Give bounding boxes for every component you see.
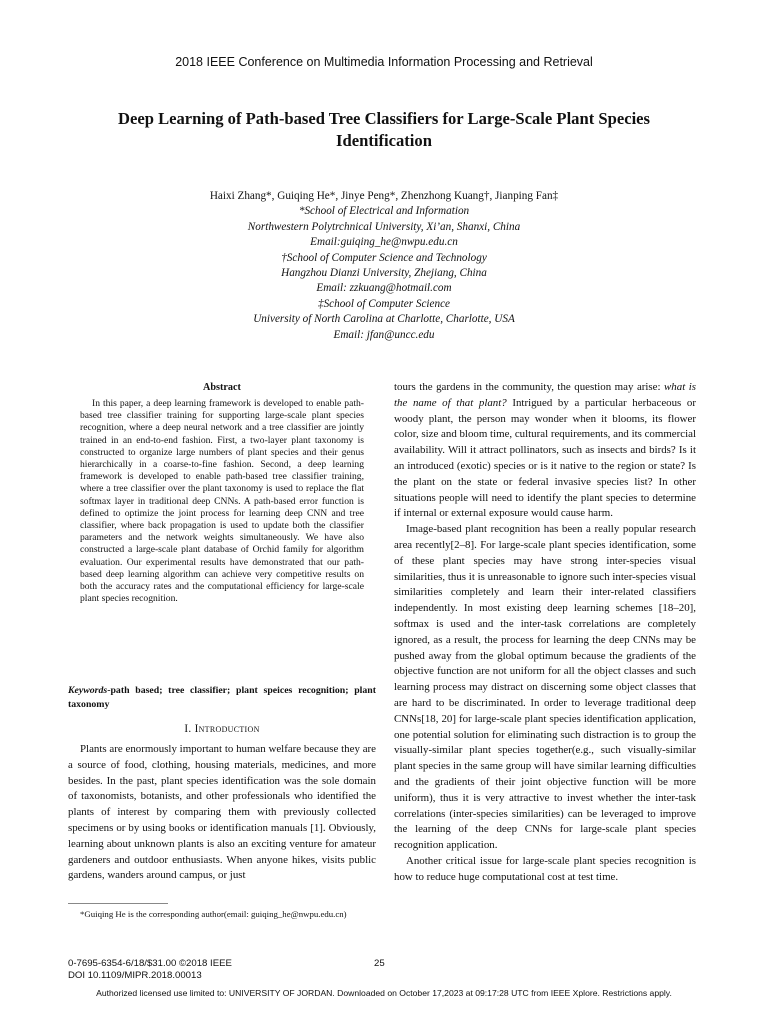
paper-title-line-1: Deep Learning of Path-based Tree Classifiers for Large-Scale Plant Species bbox=[117, 109, 650, 128]
footer-copyright bbox=[68, 958, 232, 981]
affiliation-1-school: *School of Electrical and Information bbox=[298, 205, 470, 218]
affiliation-1-university: Northwestern Polytrchnical University, Xi’an, Shanxi, China bbox=[247, 220, 521, 233]
author-names: Haixi Zhang*, Guiqing He*, Jinye Peng*, Zhenzhong Kuang†, Jianping Fan‡ bbox=[209, 190, 559, 202]
keywords-text: -path based; tree classifier; plant speices recognition; plant taxonomy bbox=[68, 685, 376, 710]
introduction-paragraph-1 bbox=[68, 742, 376, 884]
footer-doi[interactable]: DOI 10.1109/MIPR.2018.00013 bbox=[68, 969, 202, 981]
abstract-body bbox=[80, 398, 364, 605]
abstract-heading: Abstract bbox=[203, 382, 241, 393]
affiliation-2-email[interactable]: Email: zzkuang@hotmail.com bbox=[316, 282, 452, 295]
right-paragraph-1 bbox=[394, 380, 696, 522]
paper-title bbox=[95, 108, 673, 152]
author-block bbox=[0, 189, 768, 343]
footnote-rule bbox=[68, 903, 168, 904]
affiliation-3-school: ‡School of Computer Science bbox=[317, 297, 451, 310]
page-number: 25 bbox=[374, 958, 385, 969]
right-p1-question: what is the name of that plant? bbox=[394, 381, 697, 409]
section-heading-introduction bbox=[68, 723, 376, 735]
right-p1-rest: Intrigued by a particular herbaceous or woody plant, the person may wonder when it blooms, its flower color, size and bloom time, cultural requirements, and its commercial availability. Will it attract pollinators, such as insects and birds? Is it an introduced (exotic) species or is it native to the region or state? Is the plant on the state or federal invasive species list? In other situations people will need to identify the plant species to determine if internal or external exposure would cause harm. bbox=[394, 396, 696, 520]
keywords-label: Keywords bbox=[68, 685, 108, 696]
abstract-text: In this paper, a deep learning framework is developed to enable path-based tree classifier training for supporting large-scale plant species recognition, where a deep neural network and a tree classifier are jointly trained in an end-to-end fashion. First, a two-layer plant taxonomy is constructed to organize large numbers of plant species and their genus hierarchically in a coarse-to-fine fashion. Second, a deep learning framework is developed to enable path-based tree classifier training, where a tree classifier over the plant taxonomy is used to replace the flat softmax layer in traditional deep CNNs. A path-based error function is defined to optimize the joint process for learning deep CNN and tree classifier, where back propagation is used to update both the classifier parameters and the network weights simultaneously. We have also constructed a large-scale plant database of Orchid family for algorithm evaluation. Our experimental results have demonstrated that our path-based deep learning algorithm can achieve very competitive results on both the accuracy rates and the computational efficiency for large-scale plant species recognition. bbox=[80, 398, 364, 605]
section-title: Introduction bbox=[194, 723, 260, 735]
footnote-text: *Guiqing He is the corresponding author(email: guiqing_he@nwpu.edu.cn) bbox=[80, 909, 347, 919]
right-column bbox=[394, 380, 696, 886]
right-paragraph-2: Image-based plant recognition has been a really popular research area recently[2–8]. For large-scale plant species identification, some of these plant species may have strong inter-species visual similarities, thus it is unreasonable to ignore such inter-species visual similarities completely and learn their inter-related classifiers independently. In most existing deep learning schemes [18–20], softmax is used and the inter-task correlations are completely ignored, as a result, the process for learning the deep CNNs may be pushed away from the global optimum because the gradients of the objective function are not uniform for all the object classes and such learning process may distract on discerning some object classes that are hard to be discriminated. In order to leverage traditional deep CNNs[18, 20] for large-scale plant species identification application, one potential solution for eliminating such distraction is to group the visually-similar plant species together(e.g., such visually-similar plant species in the same group will have similar learning difficulties and the gradients of their joint objective function will be more uniform), thus it is very attractive to invest whether the inter-task correlations (inter-species similarities) can be leveraged to improve the learning of the deep CNNs for large-scale plant species recognition application. bbox=[394, 523, 696, 852]
section-number: I. bbox=[184, 723, 192, 735]
affiliation-3-email[interactable]: Email: jfan@uncc.edu bbox=[333, 328, 435, 341]
keywords bbox=[68, 684, 376, 711]
license-notice: Authorized licensed use limited to: UNIVERSITY OF JORDAN. Downloaded on October 17,2023 at 09:17:28 UTC from IEEE Xplore. Restrictions apply. bbox=[96, 988, 672, 998]
paper-title-line-2: Identification bbox=[336, 131, 432, 150]
affiliation-2-university: Hangzhou Dianzi University, Zhejiang, China bbox=[281, 267, 487, 280]
intro-text: Plants are enormously important to human welfare because they are a source of food, clothing, housing materials, medicines, and more besides. In the past, plant species identification was the sole domain of taxonomists, botanists, and other professionals who identified the plants of interest by comparing them with previously collected specimens or by using books or identification manuals [1]. Obviously, learning about unknown plants is also an exciting venture for amateur gardeners and outdoor enthusiasts. When anyone hikes, visits public gardens, wanders around campus, or just bbox=[68, 743, 376, 882]
right-paragraph-3: Another critical issue for large-scale plant species recognition is how to reduce huge computational cost at test time. bbox=[394, 854, 696, 883]
affiliation-3-university: University of North Carolina at Charlotte, Charlotte, USA bbox=[253, 313, 515, 326]
affiliation-1-email[interactable]: Email:guiqing_he@nwpu.edu.cn bbox=[310, 236, 458, 249]
footnote bbox=[68, 908, 376, 921]
conference-header: 2018 IEEE Conference on Multimedia Information Processing and Retrieval bbox=[175, 55, 593, 69]
affiliation-2-school: †School of Computer Science and Technology bbox=[281, 251, 487, 264]
footer-isbn: 0-7695-6354-6/18/$31.00 ©2018 IEEE bbox=[68, 958, 232, 969]
right-p1-start: tours the gardens in the community, the question may arise: bbox=[394, 381, 665, 393]
